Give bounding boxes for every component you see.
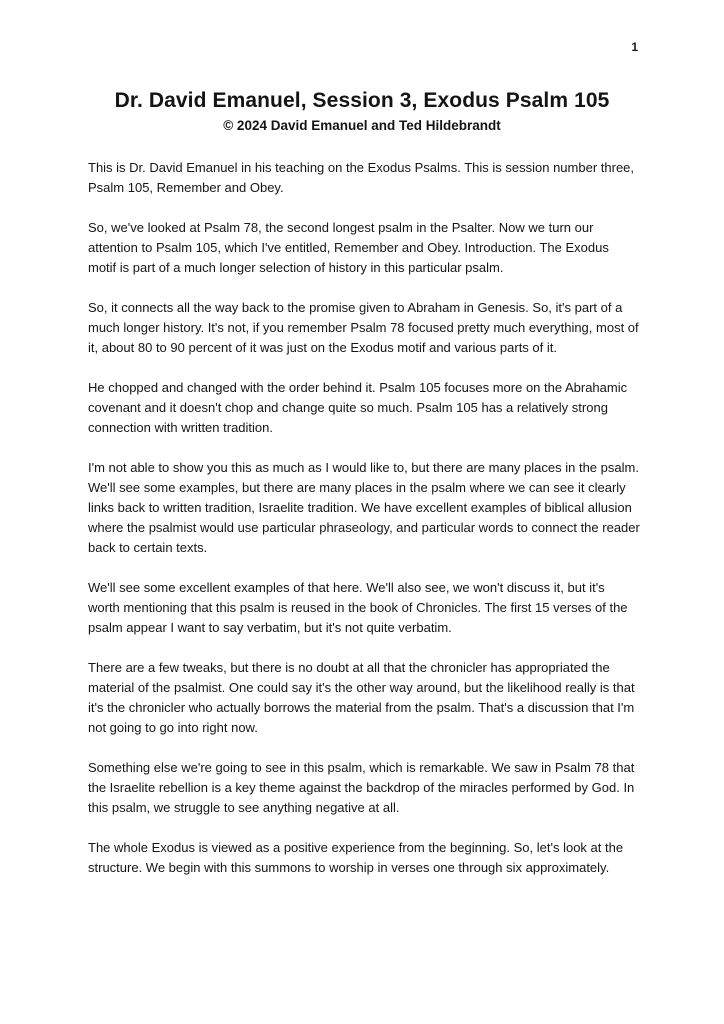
paragraph: So, it connects all the way back to the promise given to Abraham in Genesis. So, it's part of a much longer history. It's not, if you remember Psalm 78 focused pretty much everything, most of it, about 80 to 90 percent of it was just on the Exodus motif and various parts of it. (88, 300, 639, 355)
document-title: Dr. David Emanuel, Session 3, Exodus Psalm 105 (114, 89, 610, 112)
page-number: 1 (631, 40, 638, 54)
document-body (88, 158, 640, 878)
paragraph: He chopped and changed with the order behind it. Psalm 105 focuses more on the Abrahamic covenant and it doesn't chop and change quite so much. Psalm 105 has a relatively strong connection with written tradition. (88, 380, 628, 435)
paragraph: I'm not able to show you this as much as I would like to, but there are many places in the psalm. We'll see some examples, but there are many places in the psalm where we can see it clearly links back to written tradition, Israelite tradition. We have excellent examples of biblical allusion where the psalmist would use particular phraseology, and particular words to connect the reader back to certain texts. (88, 460, 640, 555)
copyright-byline: © 2024 David Emanuel and Ted Hildebrandt (223, 118, 501, 133)
paragraph: So, we've looked at Psalm 78, the second longest psalm in the Psalter. Now we turn our attention to Psalm 105, which I've entitled, Remember and Obey. Introduction. The Exodus motif is part of a much longer selection of history in this particular psalm. (88, 220, 609, 275)
paragraph: The whole Exodus is viewed as a positive experience from the beginning. So, let's look at the structure. We begin with this summons to worship in verses one through six approximately. (88, 840, 624, 875)
paragraph: This is Dr. David Emanuel in his teaching on the Exodus Psalms. This is session number three, Psalm 105, Remember and Obey. (88, 160, 635, 195)
paragraph: Something else we're going to see in this psalm, which is remarkable. We saw in Psalm 78 that the Israelite rebellion is a key theme against the backdrop of the miracles performed by God. In this psalm, we struggle to see anything negative at all. (88, 760, 635, 815)
paragraph: We'll see some excellent examples of that here. We'll also see, we won't discuss it, but it's worth mentioning that this psalm is reused in the book of Chronicles. The first 15 verses of the psalm appear I want to say verbatim, but it's not quite verbatim. (88, 580, 628, 635)
paragraph: There are a few tweaks, but there is no doubt at all that the chronicler has appropriated the material of the psalmist. One could say it's the other way around, but the likelihood really is that it's the chronicler who actually borrows the material from the psalm. That's a discussion that I'm not going to go into right now. (88, 660, 635, 735)
